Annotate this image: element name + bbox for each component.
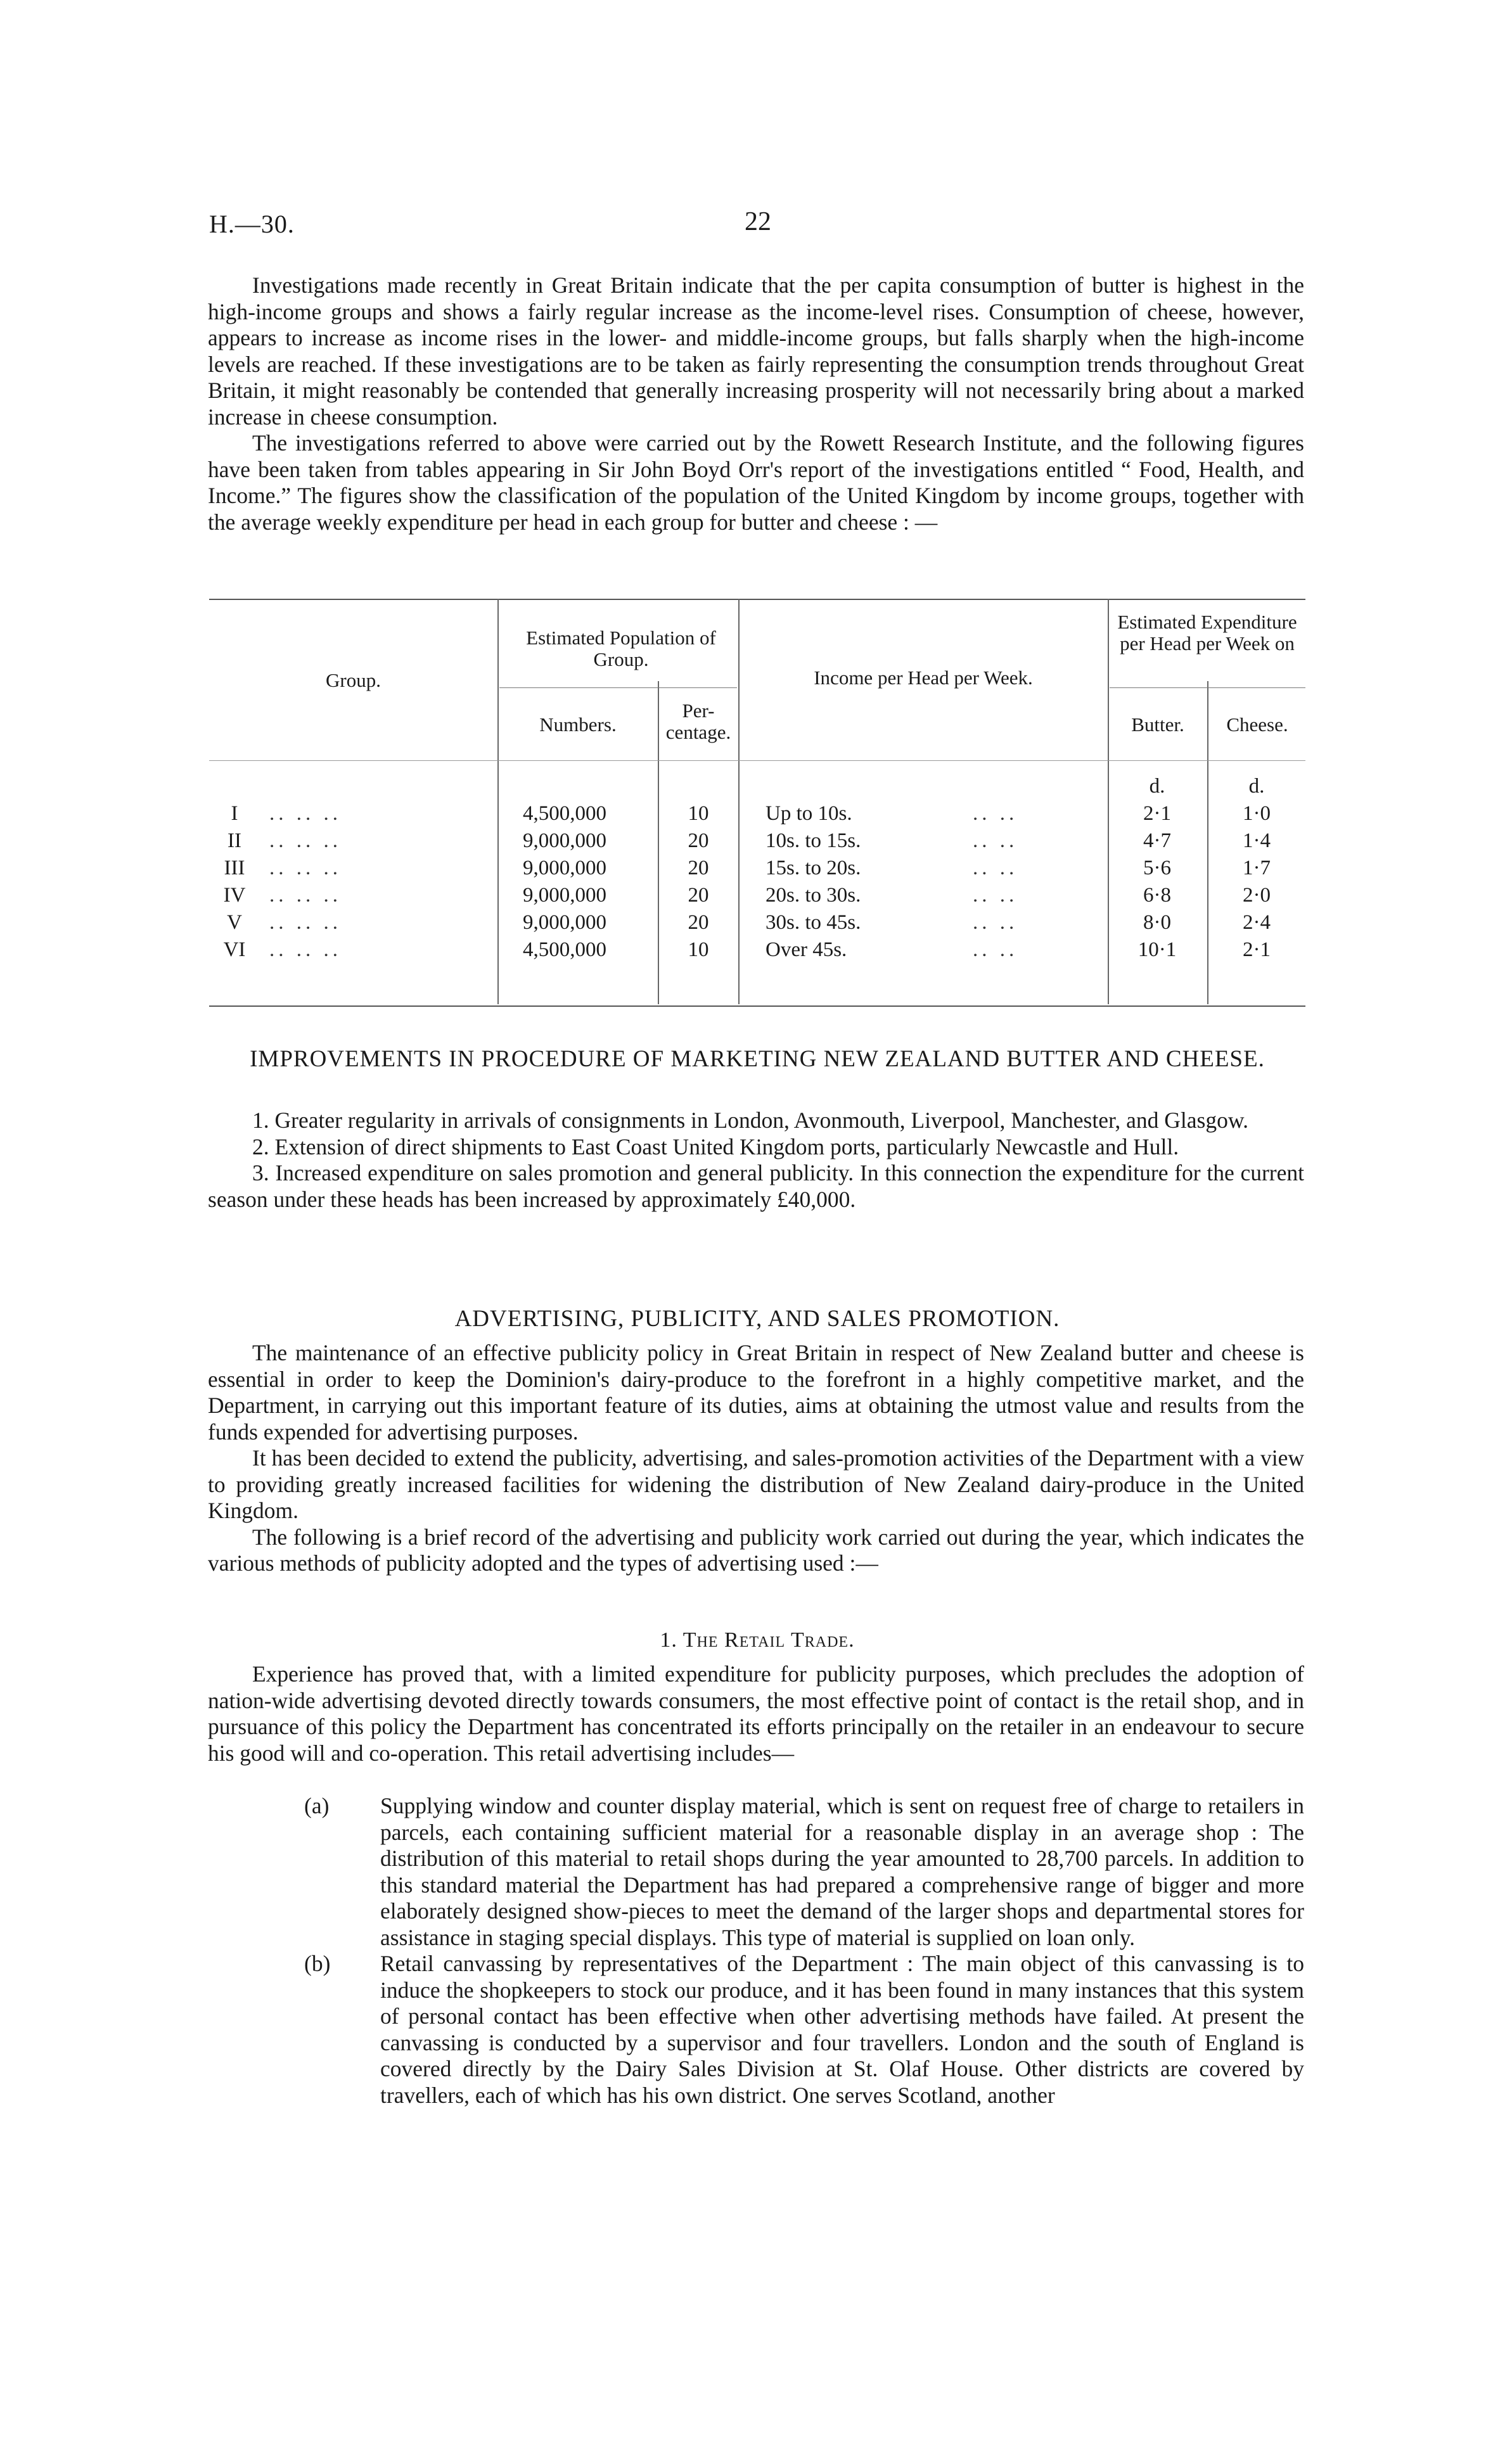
cell-group: I (231, 802, 238, 825)
improvements-list (208, 1108, 1304, 1213)
intro-section (208, 272, 1304, 535)
retail-item-text: Supplying window and counter display material, which is sent on request free of charge to retailers in parcels, each containing sufficient material for a reasonable display in an average shop : The distribution of this material to retail shops during the year amounted to 28,700 parcels. In addition to this standard material the Department has had prepared a comprehensive range of bigger and more elaborately designed show-pieces to meet the demand of the larger shops and departmental stores for assistance in staging special displays. This type of material is supplied on loan only. (380, 1793, 1304, 1950)
retail-item-label: (a) (304, 1793, 330, 1818)
cell-numbers: 9,000,000 (523, 857, 606, 879)
cell-group: IV (223, 884, 246, 907)
cell-percentage: 10 (688, 938, 709, 961)
retail-trade-heading: 1. The Retail Trade. (660, 1628, 855, 1652)
cell-butter: 8·0 (1143, 911, 1171, 934)
cell-butter: 5·6 (1143, 857, 1171, 879)
page-number: 22 (745, 207, 771, 236)
income-group-table (209, 599, 1305, 1011)
table-bottom-rule (209, 1005, 1305, 1007)
retail-item-text: Retail canvassing by representatives of the Department : The main object of this canvassing is to induce the shopkeepers to stock our produce, and it has been found in many instances that this system of personal contact has been effective when other advertising methods have failed. At present the canvassing is conducted by a supervisor and four travellers. London and the south of England is covered directly by the Dairy Sales Division at St. Olaf House. Other districts are covered by travellers, each of which has his own district. One serves Scotland, another (380, 1951, 1304, 2108)
cell-group: V (227, 911, 242, 934)
leader-dots: .. .. .. (269, 857, 342, 879)
improvement-item: 3. Increased expenditure on sales promotion and general publicity. In this connection the expenditure for the current season under these heads has been increased by approximately £40,000. (208, 1160, 1304, 1212)
advertising-heading: ADVERTISING, PUBLICITY, AND SALES PROMOTION. (454, 1306, 1060, 1332)
cell-numbers: 4,500,000 (523, 938, 606, 961)
table-divider (738, 599, 740, 1004)
improvements-heading: IMPROVEMENTS IN PROCEDURE OF MARKETING NEW ZEALAND BUTTER AND CHEESE. (250, 1046, 1265, 1072)
header-expenditure: Estimated Expenditure per Head per Week on (1117, 611, 1297, 654)
cell-percentage: 10 (688, 802, 709, 825)
table-subheader-rule (499, 687, 737, 688)
cell-percentage: 20 (688, 911, 709, 934)
leader-dots: .. .. (973, 802, 1018, 825)
cell-percentage: 20 (688, 884, 709, 907)
cell-group: III (224, 857, 245, 879)
advertising-paragraph: The following is a brief record of the advertising and publicity work carried out during the year, which indicates the various methods of publicity adopted and the types of advertising used :— (208, 1524, 1304, 1576)
cell-group: VI (223, 938, 246, 961)
leader-dots: .. .. .. (269, 938, 342, 961)
cell-cheese: 1·4 (1243, 829, 1271, 852)
unit-cheese: d. (1248, 775, 1265, 798)
cell-cheese: 2·4 (1243, 911, 1271, 934)
header-butter: Butter. (1131, 713, 1184, 736)
cell-butter: 2·1 (1143, 802, 1171, 825)
table-header-rule (209, 760, 1305, 761)
cell-cheese: 1·7 (1243, 857, 1271, 879)
cell-income: 30s. to 45s. (766, 911, 861, 934)
header-numbers: Numbers. (539, 713, 617, 736)
cell-numbers: 4,500,000 (523, 802, 606, 825)
unit-butter: d. (1149, 775, 1165, 798)
leader-dots: .. .. .. (269, 884, 342, 907)
retail-items (304, 1793, 1304, 2109)
leader-dots: .. .. .. (269, 829, 342, 852)
cell-numbers: 9,000,000 (523, 829, 606, 852)
retail-item (304, 1793, 1304, 1951)
cell-numbers: 9,000,000 (523, 911, 606, 934)
leader-dots: .. .. (973, 911, 1018, 934)
cell-group: II (227, 829, 241, 852)
leader-dots: .. .. .. (269, 911, 342, 934)
table-subheader-rule (1110, 687, 1305, 688)
header-cheese: Cheese. (1226, 713, 1288, 736)
retail-item (304, 1951, 1304, 2109)
advertising-section (208, 1340, 1304, 1577)
cell-butter: 4·7 (1143, 829, 1171, 852)
cell-cheese: 1·0 (1243, 802, 1271, 825)
leader-dots: .. .. (973, 884, 1018, 907)
retail-item-label: (b) (304, 1951, 331, 1976)
cell-income: Up to 10s. (766, 802, 852, 825)
cell-percentage: 20 (688, 857, 709, 879)
leader-dots: .. .. .. (269, 802, 342, 825)
table-divider (1108, 599, 1109, 1004)
header-percentage: Per-centage. (665, 699, 731, 743)
retail-paragraph: Experience has proved that, with a limited expenditure for publicity purposes, which precludes the adoption of nation-wide advertising devoted directly towards consumers, the most effective point of contact is the retail shop, and in pursuance of this policy the Department has concentrated its efforts principally on the retailer in an endeavour to secure his good will and co-operation. This retail advertising includes— (208, 1661, 1304, 1766)
cell-numbers: 9,000,000 (523, 884, 606, 907)
cell-income: 20s. to 30s. (766, 884, 861, 907)
advertising-paragraph: The maintenance of an effective publicity policy in Great Britain in respect of New Zealand butter and cheese is essential in order to keep the Dominion's dairy-produce to the forefront in a highly competitive market, and the Department, in carrying out this important feature of its duties, aims at obtaining the utmost value and results from the funds expended for advertising purposes. (208, 1340, 1304, 1445)
cell-butter: 10·1 (1137, 938, 1177, 961)
cell-cheese: 2·0 (1243, 884, 1271, 907)
advertising-paragraph: It has been decided to extend the publicity, advertising, and sales-promotion activities of the Department with a view to providing greatly increased facilities for widening the distribution of New Zealand dairy-produce in the United Kingdom. (208, 1445, 1304, 1523)
intro-paragraph-1: Investigations made recently in Great Britain indicate that the per capita consumption of butter is highest in the high-income groups and shows a fairly regular increase as the income-level rises. Consumption of cheese, however, appears to increase as income rises in the lower- and middle-income groups, but falls sharply when the high-income levels are reached. If these investigations are to be taken as fairly representing the consumption trends throughout Great Britain, it might reasonably be contended that generally increasing prosperity will not necessarily bring about a marked increase in cheese consumption. (208, 272, 1304, 430)
retail-intro (208, 1661, 1304, 1766)
cell-income: Over 45s. (766, 938, 847, 961)
intro-paragraph-2: The investigations referred to above were carried out by the Rowett Research Institute, and the following figures have been taken from tables appearing in Sir John Boyd Orr's report of the investigations entitled “ Food, Health, and Income.” The figures show the classification of the population of the United Kingdom by income groups, together with the average weekly expenditure per head in each group for butter and cheese : — (208, 430, 1304, 535)
cell-butter: 6·8 (1143, 884, 1171, 907)
table-top-rule (209, 599, 1305, 600)
table-divider (658, 681, 659, 1004)
header-group: Group. (326, 669, 381, 691)
table-divider (497, 599, 499, 1004)
cell-percentage: 20 (688, 829, 709, 852)
cell-cheese: 2·1 (1243, 938, 1271, 961)
cell-income: 15s. to 20s. (766, 857, 861, 879)
header-income: Income per Head per Week. (814, 667, 1033, 689)
cell-income: 10s. to 15s. (766, 829, 861, 852)
table-divider (1207, 681, 1208, 1004)
leader-dots: .. .. (973, 938, 1018, 961)
leader-dots: .. .. (973, 829, 1018, 852)
improvement-item: 1. Greater regularity in arrivals of consignments in London, Avonmouth, Liverpool, Manchester, and Glasgow. (252, 1108, 1249, 1133)
improvement-item: 2. Extension of direct shipments to East Coast United Kingdom ports, particularly Newcastle and Hull. (252, 1133, 1179, 1159)
document-reference: H.—30. (209, 210, 295, 238)
header-population: Estimated Population of Group. (526, 627, 716, 670)
leader-dots: .. .. (973, 857, 1018, 879)
